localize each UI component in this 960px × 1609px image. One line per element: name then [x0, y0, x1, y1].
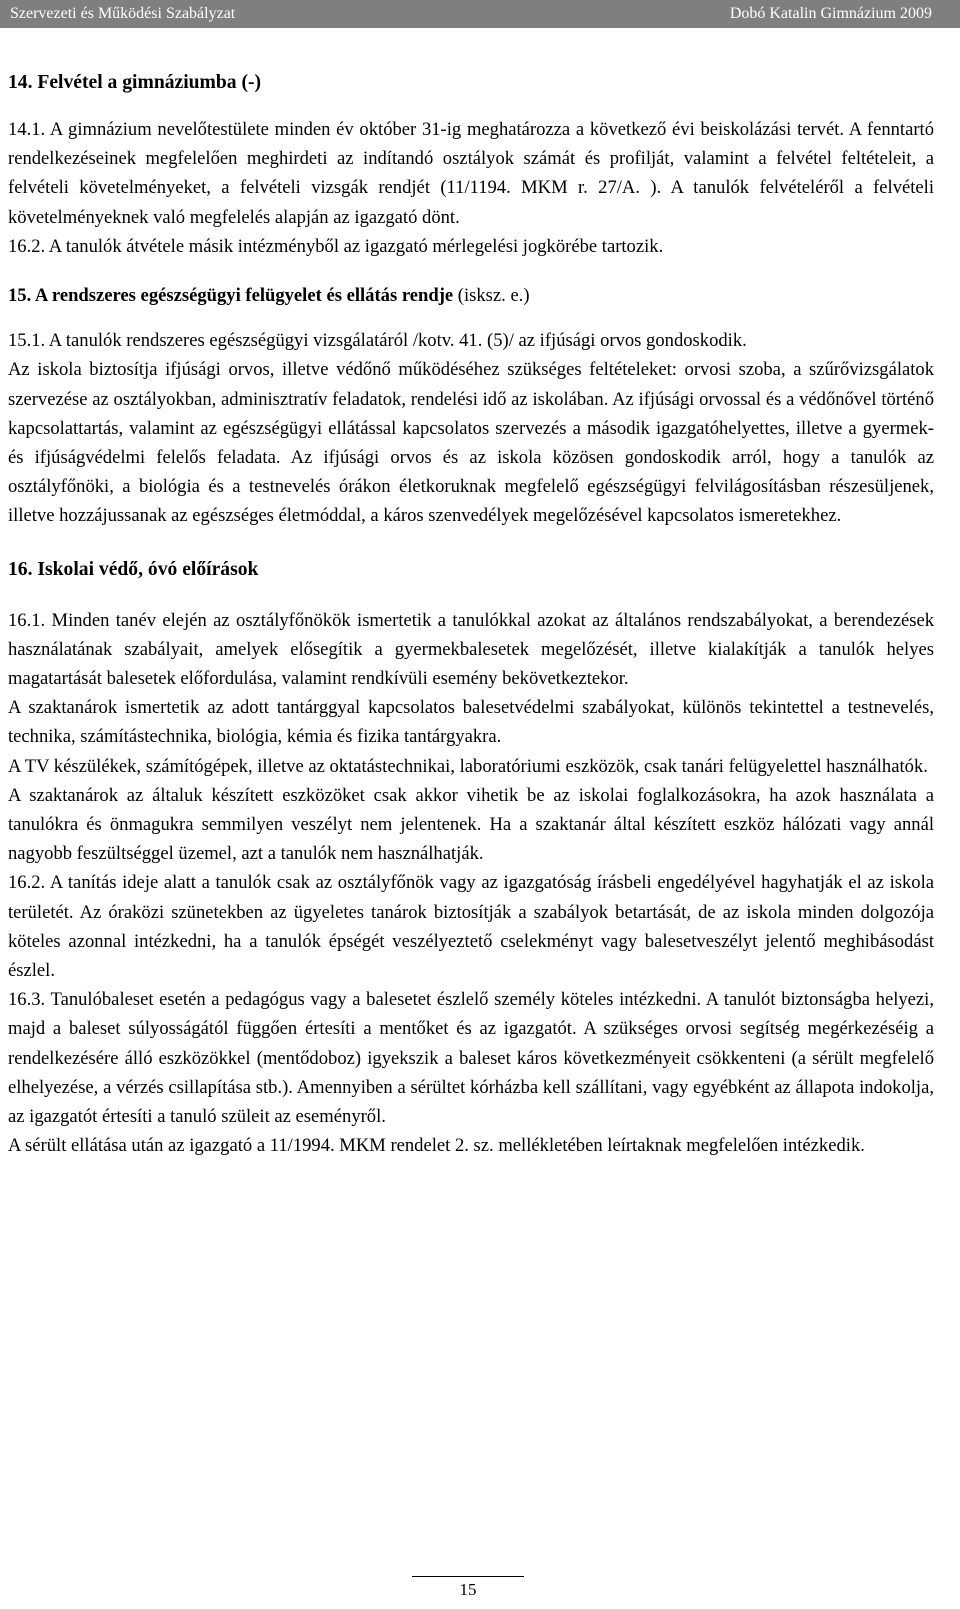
section-14-heading: 14. Felvétel a gimnáziumba (-): [8, 72, 262, 93]
paragraph-14-1: 14.1. A gimnázium nevelőtestülete minden év október 31-ig meghatározza a következő évi beiskolázási tervét. A fenntartó rendelkezéseinek megfelelően meghirdeti az indítandó osztályok számát és profilját, valamint a felvétel feltételeit, a felvételi követelményeket, a felvételi vizsgák rendjét (11/1194. MKM r. 27/A. ). A tanulók felvételéről a felvételi követelményeknek való megfelelés alapján az igazgató dönt.: [8, 119, 934, 228]
paragraph-15-1: 15.1. A tanulók rendszeres egészségügyi vizsgálatáról /kotv. 41. (5)/ az ifjúsági orvos gondoskodik.: [8, 330, 747, 352]
paragraph-16-2: 16.2. A tanítás ideje alatt a tanulók csak az osztályfőnök vagy az igazgatóság írásbeli engedélyével hagyhatják el az iskola területét. Az óraközi szünetekben az ügyeletes tanárok biztosítják a szabályok betartását, de az iskola minden dolgozója köteles azonnal intézkedni, ha a tanulók épségét veszélyeztető cselekményt vagy balesetveszélyt jelentő meghibásodást észlel.: [8, 872, 934, 982]
section-15-heading-ref: (isksz. e.): [453, 285, 530, 307]
section-15-heading-bold: 15. A rendszeres egészségügyi felügyelet és ellátás rendje: [8, 285, 454, 307]
paragraph-16-3-followup: A sérült ellátása után az igazgató a 11/1994. MKM rendelet 2. sz. mellékletében leírtaknak megfelelően intézkedik.: [8, 1135, 865, 1157]
page-number: 15: [459, 1580, 477, 1599]
paragraph-15-health: Az iskola biztosítja ifjúsági orvos, illetve védőnő működéséhez szükséges feltételeket: orvosi szoba, a szűrővizsgálatok szervezése az osztályokban, adminisztratív feladatok, rendelési idő az iskolában. Az ifjúsági orvossal és a védőnővel történő kapcsolattartás, valamint az egészségügyi ellátással kapcsolatos szervezés a második igazgatóhelyettes, illetve a gyermek- és ifjúságvédelmi felelős feladata. Az ifjúsági orvos és az iskola közösen gondoskodik arról, hogy a tanulók az osztályfőnöki, a biológia és a testnevelés órákon életkoruknak megfelelő egészségügyi felvilágosításban részesüljenek, illetve hozzájussanak az egészséges életmóddal, a káros szenvedélyek megelőzésével kapcsolatos ismeretekhez.: [8, 359, 934, 527]
document-body: [8, 68, 934, 1161]
page-header: [0, 0, 960, 28]
paragraph-16-3: 16.3. Tanulóbaleset esetén a pedagógus vagy a balesetet észlelő személy köteles intézkedni. A tanulót biztonságba helyezi, majd a baleset súlyosságától függően értesíti a mentőket és az igazgatót. A szükséges orvosi segítség megérkezéséig a rendelkezésére álló eszközökkel (mentődoboz) igyekszik a baleset káros következményeit csökkenteni (a sérült megfelelő elhelyezése, a vérzés csillapítása stb.). Amennyiben a sérültet kórházba kell szállítani, vagy egyébként az állapota indokolja, az igazgatót értesíti a tanuló szüleit az eseményről.: [8, 989, 934, 1128]
paragraph-16-1-devices: A TV készülékek, számítógépek, illetve az oktatástechnikai, laboratóriumi eszközök, csak tanári felügyelettel használhatók.: [8, 755, 928, 777]
paragraph-16-1-tools: A szaktanárok az általuk készített eszközöket csak akkor vihetik be az iskolai foglalkozásokra, ha azok használata a tanulókra és önmagukra semmilyen veszélyt nem jelentenek. Ha a szaktanár által készített eszköz hálózati vagy annál nagyobb feszültséggel üzemel, azt a tanulók nem használhatják.: [8, 784, 934, 865]
section-15-heading: [8, 281, 934, 310]
school-name: Dobó Katalin Gimnázium 2009: [729, 5, 932, 22]
document-title: Szervezeti és Működési Szabályzat: [10, 5, 236, 22]
paragraph-16-1: 16.1. Minden tanév elején az osztályfőnökök ismertetik a tanulókkal azokat az általános rendszabályokat, a berendezések használatának szabályait, amelyek elősegítik a gyermekbalesetek megelőzését, illetve kialakítják a tanulók helyes magatartását balesetek előfordulása, valamint rendkívüli esemény bekövetkeztekor.: [8, 609, 934, 690]
paragraph-16-1-teachers: A szaktanárok ismertetik az adott tantárggyal kapcsolatos balesetvédelmi szabályokat, különös tekintettel a testnevelés, technika, számítástechnika, biológia, kémia és fizika tantárgyakra.: [8, 697, 934, 748]
paragraph-16-2-transfer: 16.2. A tanulók átvétele másik intézményből az igazgató mérlegelési jogkörébe tartozik.: [8, 235, 664, 257]
section-16-heading: 16. Iskolai védő, óvó előírások: [8, 558, 259, 580]
